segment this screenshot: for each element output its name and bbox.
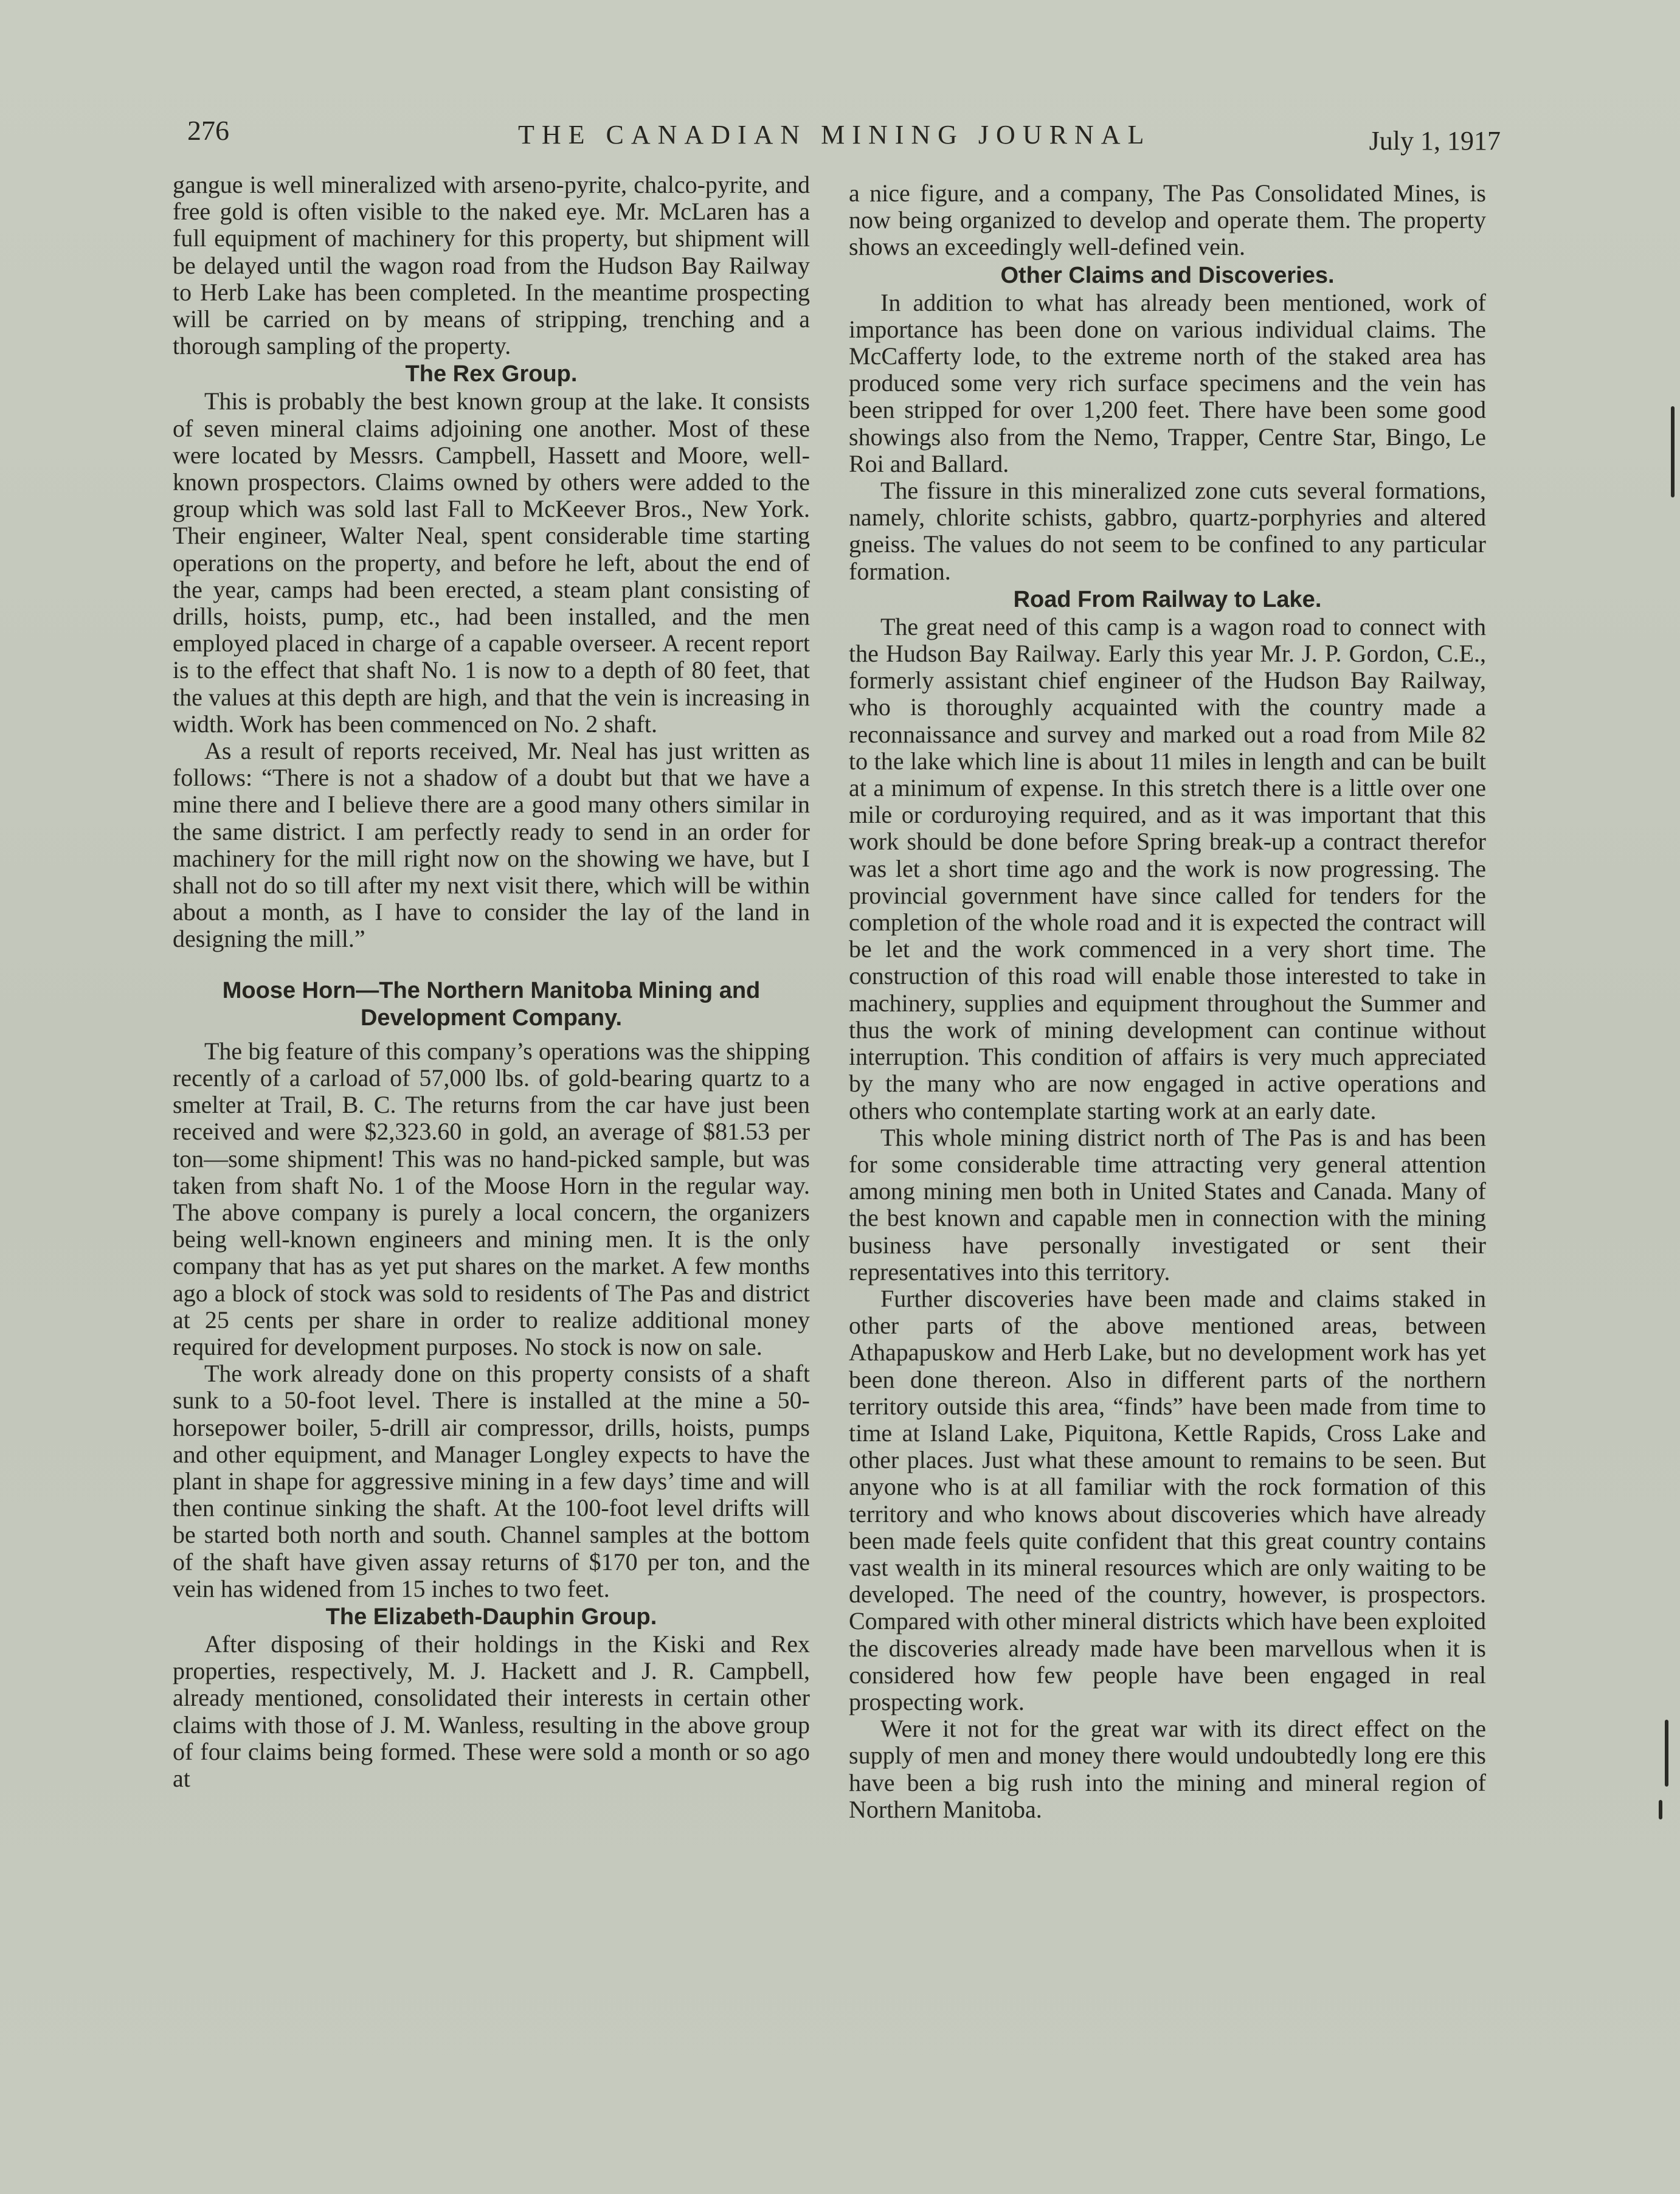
page-header [187, 108, 1501, 157]
margin-mark [1671, 406, 1675, 497]
paragraph: gangue is well mineralized with arseno-pyrite, chalco-pyrite, and free gold is often visible to the naked eye. Mr. McLaren has a full equipment of machinery for this property, but shipment will be delayed until the wagon road from the Hudson Bay Railway to Herb Lake has been completed. In the meantime prospecting will be carried on by means of stripping, trenching and a thorough sampling of the property. [173, 171, 810, 360]
paragraph: The big feature of this company’s operations was the shipping recently of a carload of 57,000 lbs. of gold-bearing quartz to a smelter at Trail, B. C. The returns from the car have just been received and were $2,323.60 in gold, an average of $81.53 per ton—some shipment! This was no hand-picked sample, but was taken from shaft No. 1 of the Moose Horn in the regular way. The above company is purely a local concern, the organizers being well-known engineers and mining men. It is the only company that has as yet put shares on the market. A few months ago a block of stock was sold to residents of The Pas and district at 25 cents per share in order to realize additional money required for development purposes. No stock is now on sale. [173, 1037, 810, 1360]
paragraph: Further discoveries have been made and claims staked in other parts of the above mentioned areas, between Athapapuskow and Herb Lake, but no development work has yet been done thereon. Also in different parts of the northern territory outside this area, “finds” have been made from time to time at Island Lake, Piquitona, Kettle Rapids, Cross Lake and other places. Just what these amount to remains to be seen. But anyone who is at all familiar with the rock formation of this territory and who knows about discoveries which have already been made feels quite confident that this great country contains vast wealth in its mineral resources which are only waiting to be developed. The need of the country, however, is prospectors. Compared with other mineral districts which have been exploited the discoveries already made have been marvellous when it is considered how few people have been engaged in real prospecting work. [849, 1284, 1486, 1715]
paragraph: In addition to what has already been mentioned, work of importance has been done on various individual claims. The McCafferty lode, to the extreme north of the staked area has produced some very rich surface specimens and the vein has been stripped for over 1,200 feet. There have been some good showings also from the Nemo, Trapper, Centre Star, Bingo, Le Roi and Ballard. [849, 288, 1486, 477]
right-column [849, 180, 1486, 1823]
paragraph: The fissure in this mineralized zone cuts several formations, namely, chlorite schists, gabbro, quartz-porphyries and altered gneiss. The values do not seem to be confined to any particular formation. [849, 477, 1486, 585]
paragraph: After disposing of their holdings in the Kiski and Rex properties, respectively, M. J. Hackett and J. R. Campbell, already mentioned, consolidated their interests in certain other claims with those of J. M. Wanless, resulting in the above group of four claims being formed. These were sold a month or so ago at [173, 1630, 810, 1792]
margin-mark [1665, 1720, 1668, 1787]
journal-title: THE CANADIAN MINING JOURNAL [518, 120, 1152, 150]
paragraph: As a result of reports received, Mr. Neal has just written as follows: “There is not a shadow of a doubt but that we have a mine there and I believe there are a good many others similar in the same district. I am perfectly ready to send in an order for machinery for the mill right now on the showing we have, but I shall not do so till after my next visit there, which will be within about a month, as I have to consider the lay of the land in designing the mill.” [173, 737, 810, 953]
page-number: 276 [187, 115, 229, 146]
paragraph: This is probably the best known group at the lake. It consists of seven mineral claims adjoining one another. Most of these were located by Messrs. Campbell, Hassett and Moore, well-known prospectors. Claims owned by others were added to the group which was sold last Fall to McKeever Bros., New York. Their engineer, Walter Neal, spent considerable time starting operations on the property, and before he left, about the end of the year, camps had been erected, a steam plant consisting of drills, hoists, pump, etc., had been installed, and the men employed placed in charge of a capable overseer. A recent report is to the effect that shaft No. 1 is now to a depth of 80 feet, that the values at this depth are high, and that the vein is increasing in width. Work has been commenced on No. 2 shaft. [173, 387, 810, 738]
paragraph: The work already done on this property consists of a shaft sunk to a 50-foot level. There is installed at the mine a 50-horsepower boiler, 5-drill air compressor, drills, hoists, pumps and other equipment, and Manager Longley expects to have the plant in shape for aggressive mining in a few days’ time and will then continue sinking the shaft. At the 100-foot level drifts will be started both north and south. Channel samples at the bottom of the shaft have given assay returns of $170 per ton, and the vein has widened from 15 inches to two feet. [173, 1360, 810, 1602]
section-heading-elizabeth-dauphin: The Elizabeth-Dauphin Group. [325, 1604, 657, 1630]
margin-mark [1659, 1800, 1662, 1819]
paragraph: Were it not for the great war with its direct effect on the supply of men and money there would undoubtedly long ere this have been a big rush into the mining and mineral region of Northern Manitoba. [849, 1715, 1486, 1823]
left-column [173, 171, 810, 1792]
paragraph: a nice figure, and a company, The Pas Consolidated Mines, is now being organized to develop and operate them. The property shows an exceedingly well-defined vein. [849, 179, 1486, 261]
section-heading-road: Road From Railway to Lake. [1013, 586, 1322, 612]
paragraph: This whole mining district north of The Pas is and has been for some considerable time attracting very general attention among mining men both in United States and Canada. Many of the best known and capable men in connection with the mining business have personally investigated or sent their representatives into this territory. [849, 1123, 1486, 1286]
section-heading-moose-horn: Moose Horn—The Northern Manitoba Mining and Development Company. [222, 977, 761, 1031]
section-heading-rex-group: The Rex Group. [405, 361, 578, 387]
issue-date: July 1, 1917 [1369, 126, 1501, 156]
section-heading-other-claims: Other Claims and Discoveries. [1000, 262, 1335, 288]
paragraph: The great need of this camp is a wagon road to connect with the Hudson Bay Railway. Early this year Mr. J. P. Gordon, C.E., formerly assistant chief engineer of the Hudson Bay Railway, who is thoroughly acquainted with the country made a reconnaissance and survey and marked out a road from Mile 82 to the lake which line is about 11 miles in length and can be built at a minimum of expense. In this stretch there is a little over one mile or corduroying required, and as it was important that this work should be done before Spring break-up a contract therefor was let a short time ago and the work is now progressing. The provincial government have since called for tenders for the completion of the whole road and it is expected the contract will be let and the work commenced in a very short time. The construction of this road will enable those interested to take in machinery, supplies and equipment throughout the Summer and thus the work of mining development can continue without interruption. This condition of affairs is very much appreciated by the many who are now engaged in active operations and others who contemplate starting work at an early date. [849, 612, 1486, 1124]
